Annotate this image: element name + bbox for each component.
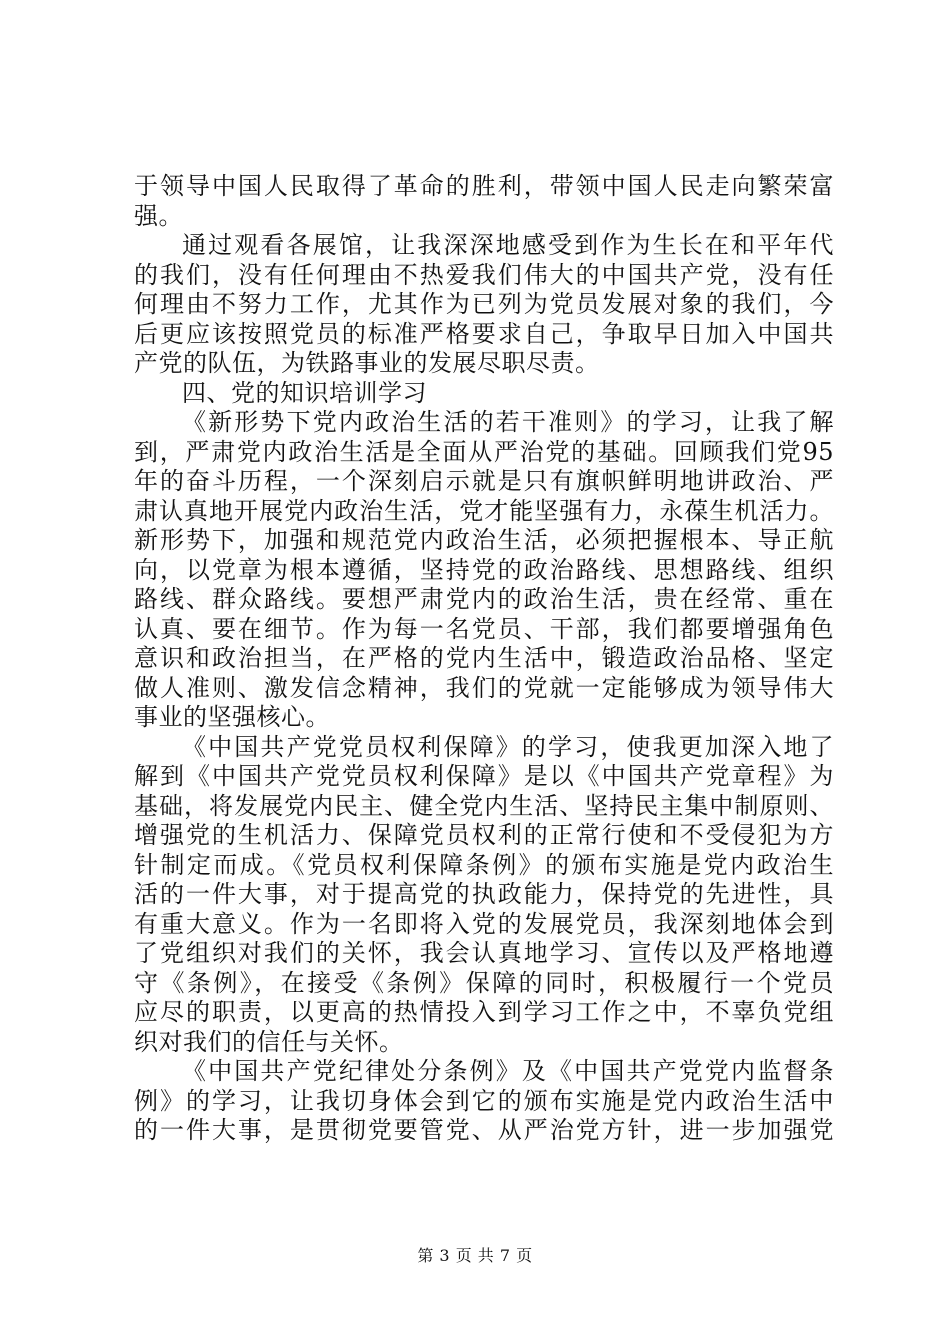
text-line: 织对我们的信任与关怀。 (134, 1027, 404, 1056)
text-line: 有重大意义。作为一名即将入党的发展党员，我深刻地体会到 (134, 909, 834, 938)
document-body (134, 172, 834, 1146)
text-line: 意识和政治担当，在严格的党内生活中，锻造政治品格、坚定 (134, 644, 834, 672)
text-line: 解到《中国共产党党员权利保障》是以《中国共产党章程》为 (134, 762, 834, 790)
text-line: 何理由不努力工作，尤其作为已列为党员发展对象的我们，今 (134, 290, 834, 318)
text-line: 到，严肃党内政治生活是全面从严治党的基础。回顾我们党95 (134, 437, 834, 466)
text-line: 通过观看各展馆，让我深深地感受到作为生长在和平年代 (182, 231, 834, 259)
text-line: 基础，将发展党内民主、健全党内生活、坚持民主集中制原则、 (134, 791, 834, 820)
text-line: 强。 (134, 201, 183, 230)
text-line: 路线、群众路线。要想严肃党内的政治生活，贵在经常、重在 (134, 585, 834, 613)
text-line: 四、党的知识培训学习 (182, 378, 427, 407)
text-line: 年的奋斗历程，一个深刻启示就是只有旗帜鲜明地讲政治、严 (134, 467, 834, 495)
text-line: 认真、要在细节。作为每一名党员、干部，我们都要增强角色 (134, 614, 834, 643)
text-line: 做人准则、激发信念精神，我们的党就一定能够成为领导伟大 (134, 673, 834, 702)
page-footer (0, 1246, 950, 1266)
text-line: 例》的学习，让我切身体会到它的颁布实施是党内政治生活中 (134, 1086, 834, 1115)
text-line: 事业的坚强核心。 (134, 703, 330, 731)
text-line: 《新形势下党内政治生活的若干准则》的学习，让我了解 (182, 408, 834, 436)
text-line: 应尽的职责，以更高的热情投入到学习工作之中，不辜负党组 (134, 998, 834, 1026)
text-line: 增强党的生机活力、保障党员权利的正常行使和不受侵犯为方 (134, 821, 834, 849)
text-line: 针制定而成。《党员权利保障条例》的颁布实施是党内政治生 (134, 850, 834, 879)
text-line: 产党的队伍，为铁路事业的发展尽职尽责。 (134, 349, 600, 377)
text-line: 于领导中国人民取得了革命的胜利，带领中国人民走向繁荣富 (134, 172, 834, 200)
text-line: 的我们，没有任何理由不热爱我们伟大的中国共产党，没有任 (134, 260, 834, 289)
text-line: 向，以党章为根本遵循，坚持党的政治路线、思想路线、组织 (134, 555, 834, 584)
text-line: 《中国共产党党员权利保障》的学习，使我更加深入地了 (182, 732, 834, 761)
text-line: 后更应该按照党员的标准严格要求自己，争取早日加入中国共 (134, 319, 834, 348)
text-line: 活的一件大事，对于提高党的执政能力，保持党的先进性，具 (134, 880, 834, 908)
text-line: 了党组织对我们的关怀，我会认真地学习、宣传以及严格地遵 (134, 939, 834, 967)
page-number: 第 3 页 共 7 页 (417, 1246, 533, 1265)
text-line: 新形势下，加强和规范党内政治生活，必须把握根本、导正航 (134, 526, 834, 554)
text-line: 守《条例》，在接受《条例》保障的同时，积极履行一个党员 (134, 968, 834, 997)
text-line: 《中国共产党纪律处分条例》及《中国共产党党内监督条 (182, 1057, 834, 1085)
text-line: 肃认真地开展党内政治生活，党才能坚强有力，永葆生机活力。 (134, 496, 834, 525)
text-line: 的一件大事，是贯彻党要管党、从严治党方针，进一步加强党 (134, 1116, 834, 1144)
